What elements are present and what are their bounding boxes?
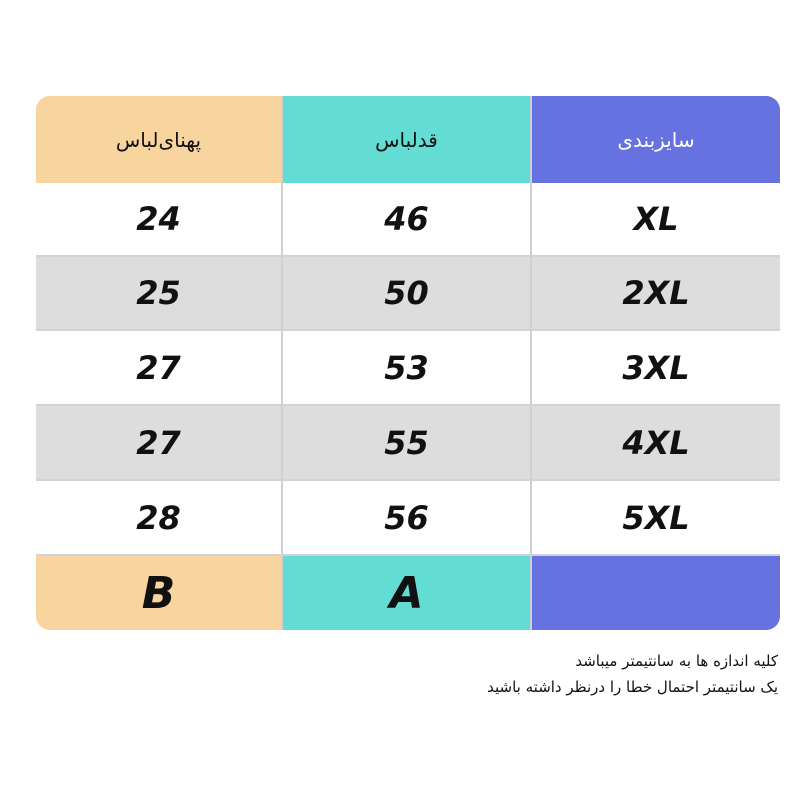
table-cell-size: XL (532, 183, 780, 257)
note-tolerance: یک سانتیمتر احتمال خطا را درنظر داشته باشید (487, 678, 778, 696)
table-cell-size: 3XL (532, 331, 780, 406)
table-cell-width: 27 (36, 406, 283, 481)
table-cell-length: 53 (283, 331, 532, 406)
table-cell-width: 25 (36, 257, 283, 331)
table-cell-size: 5XL (532, 481, 780, 556)
footer-label-a: A (283, 556, 532, 630)
header-garment-width: پهنای‌لباس (36, 96, 283, 183)
table-cell-length: 50 (283, 257, 532, 331)
header-size: سایزبندی (532, 96, 780, 183)
note-units: کلیه اندازه ها به سانتیمتر میباشد (575, 652, 778, 670)
footer-empty (532, 556, 780, 630)
table-cell-width: 28 (36, 481, 283, 556)
table-cell-length: 56 (283, 481, 532, 556)
table-cell-size: 4XL (532, 406, 780, 481)
table-cell-size: 2XL (532, 257, 780, 331)
table-cell-width: 27 (36, 331, 283, 406)
size-chart-table (36, 96, 780, 630)
header-garment-length: قد‌لباس (283, 96, 532, 183)
table-cell-width: 24 (36, 183, 283, 257)
table-cell-length: 46 (283, 183, 532, 257)
footer-label-b: B (36, 556, 283, 630)
table-cell-length: 55 (283, 406, 532, 481)
